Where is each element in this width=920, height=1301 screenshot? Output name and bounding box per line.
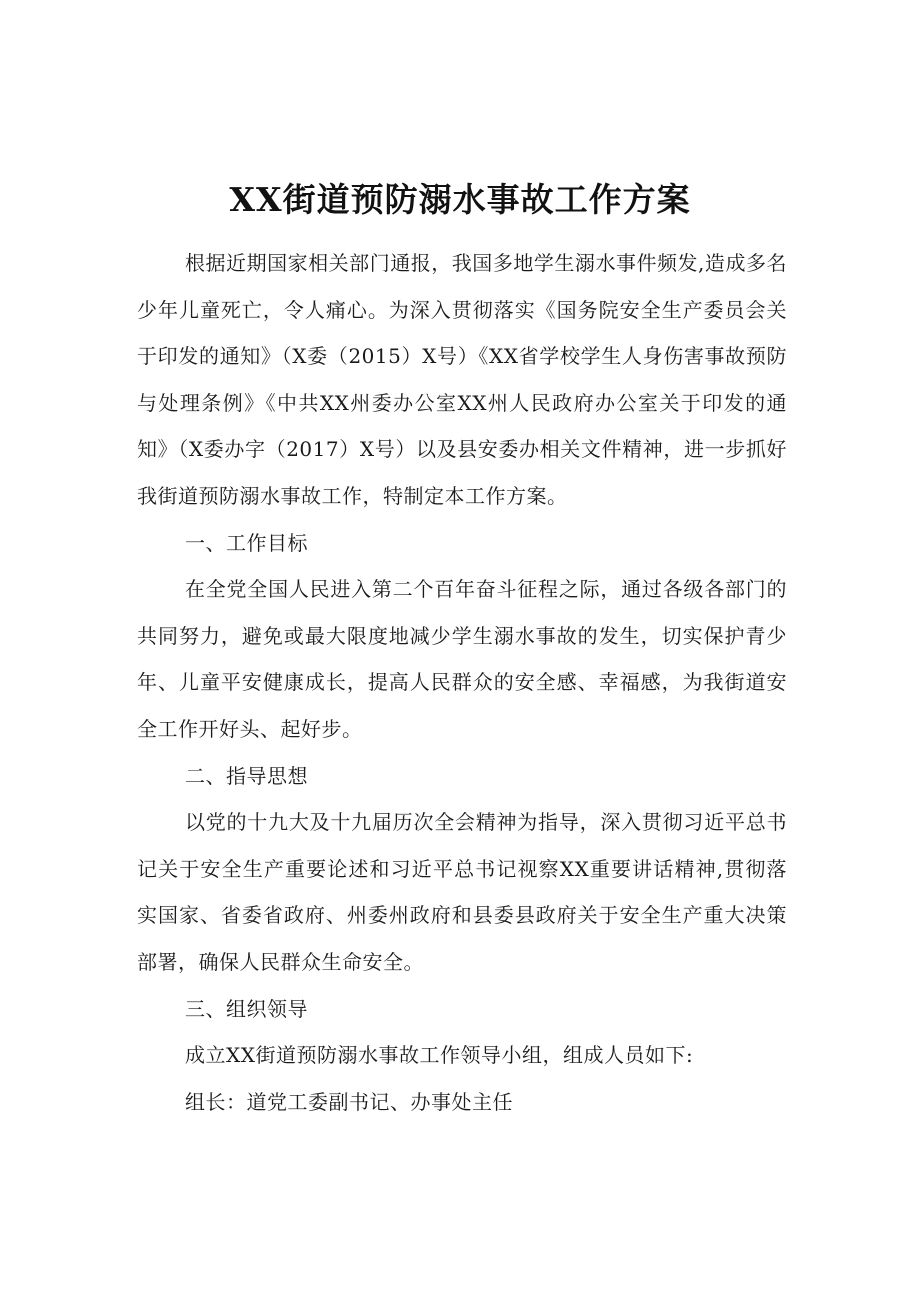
- intro-paragraph: 根据近期国家相关部门通报，我国多地学生溺水事件频发,造成多名少年儿童死亡，令人痛心。为深入贯彻落实《国务院安全生产委员会关于印发的通知》（X委（2015）X号）《XX省学校学生人身伤害事故预防与处理条例》《中共XX州委办公室XX州人民政府办公室关于印发的通知》（X委办字（2017）X号）以及县安委办相关文件精神，进一步抓好我街道预防溺水事故工作，特制定本工作方案。: [137, 251, 787, 508]
- document-body: [137, 240, 787, 1125]
- guiding-ideology-paragraph: 以党的十九大及十九届历次全会精神为指导，深入贯彻习近平总书记关于安全生产重要论述和习近平总书记视察XX重要讲话精神,贯彻落实国家、省委省政府、州委州政府和县委县政府关于安全生产重大决策部署，确保人民群众生命安全。: [137, 810, 787, 974]
- leadership-paragraph: 成立XX街道预防溺水事故工作领导小组，组成人员如下:: [185, 1043, 694, 1068]
- section-heading-goals: 一、工作目标: [185, 530, 308, 555]
- section-heading-leadership: 三、组织领导: [185, 996, 308, 1021]
- section-heading-guiding-ideology: 二、指导思想: [185, 763, 308, 788]
- team-leader-line: 组长：道党工委副书记、办事处主任: [185, 1089, 513, 1114]
- goals-paragraph: 在全党全国人民进入第二个百年奋斗征程之际，通过各级各部门的共同努力，避免或最大限度地减少学生溺水事故的发生，切实保护青少年、儿童平安健康成长，提高人民群众的安全感、幸福感，为我街道安全工作开好头、起好步。: [137, 577, 787, 741]
- document-title: XX街道预防溺水事故工作方案: [229, 180, 691, 219]
